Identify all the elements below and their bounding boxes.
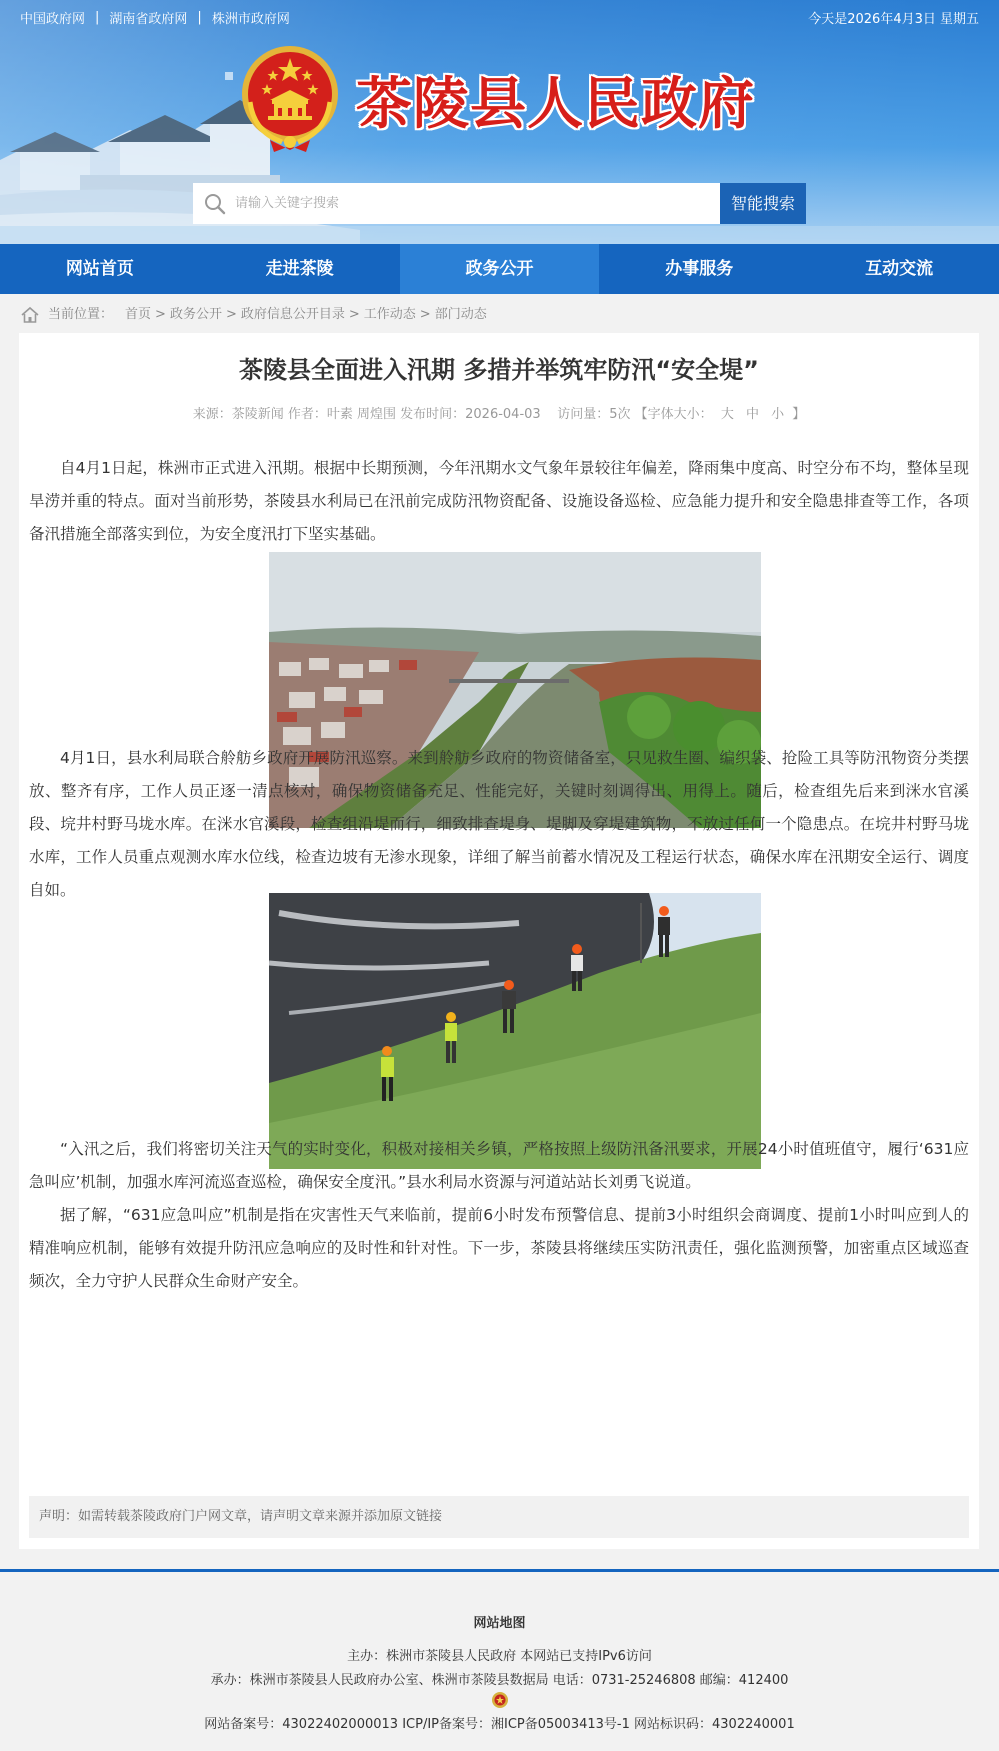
police-badge-icon[interactable] bbox=[491, 1691, 509, 1709]
article-paragraph: 4月1日，县水利局联合舲舫乡政府开展防汛巡察。来到舲舫乡政府的物资储备室，只见救生圈、编织袋、抢险工具等防汛物资分类摆放、整齐有序，工作人员正逐一清点核对，确保物资储备充足、性能完好，关键时刻调得出、用得上。随后，检查组先后来到洣水官溪段、垸井村野马垅水库。在洣水官溪段，检查组沿堤而行，细致排查堤身、堤脚及穿堤建筑物，不放过任何一个隐患点。在垸井村野马垅水库，工作人员重点观测水库水位线，检查边坡有无渗水现象，详细了解当前蓄水情况及工程运行状态，确保水库在汛期安全运行、调度自如。 bbox=[29, 749, 969, 899]
font-size-label-end: 】 bbox=[792, 407, 806, 422]
breadcrumb-separator: > bbox=[419, 307, 431, 322]
link-hunan-gov[interactable]: 湖南省政府网 bbox=[109, 12, 188, 27]
breadcrumb-separator: > bbox=[155, 307, 166, 322]
breadcrumb-separator: > bbox=[348, 307, 360, 322]
site-title: 茶陵县人民政府 bbox=[356, 71, 755, 137]
breadcrumb-item-department-updates[interactable]: 部门动态 bbox=[434, 307, 487, 322]
link-zhuzhou-gov[interactable]: 株洲市政府网 bbox=[211, 12, 290, 27]
top-link-separator: | bbox=[95, 10, 100, 25]
meta-date: 发布时间：2026-04-03 bbox=[400, 407, 541, 422]
home-icon bbox=[20, 306, 40, 324]
article-meta bbox=[19, 403, 979, 422]
font-size-small-button[interactable]: 小 bbox=[771, 407, 785, 422]
site-header bbox=[0, 0, 999, 244]
footer-host: 主办：株洲市茶陵县人民政府 本网站已支持IPv6访问 bbox=[347, 1649, 652, 1664]
search-icon bbox=[203, 192, 227, 216]
top-link-separator: | bbox=[197, 10, 202, 25]
article-paragraph: 自4月1日起，株洲市正式进入汛期。根据中长期预测，今年汛期水文气象年景较往年偏差，降雨集中度高、时空分布不均，整体呈现旱涝并重的特点。面对当前形势，茶陵县水利局已在汛前完成防汛物资配备、设施设备巡检、应急能力提升和安全隐患排查等工作，各项备汛措施全部落实到位，为安全度汛打下坚实基础。 bbox=[29, 459, 969, 543]
main-nav bbox=[0, 244, 999, 294]
search-box bbox=[193, 183, 720, 224]
current-date: 今天是2026年4月3日 星期五 bbox=[808, 12, 979, 27]
article-paragraph: “入汛之后，我们将密切关注天气的实时变化，积极对接相关乡镇，严格按照上级防汛备汛要求，开展24小时值班值守，履行‘631应急叫应’机制，加强水库河流巡查巡检，确保安全度汛。”县水利局水资源与河道站站长刘勇飞说道。 bbox=[29, 1140, 969, 1191]
search-button[interactable]: 智能搜索 bbox=[720, 183, 806, 224]
breadcrumb bbox=[20, 300, 487, 330]
site-footer bbox=[0, 1569, 999, 1751]
breadcrumb-item-work-updates[interactable]: 工作动态 bbox=[363, 307, 416, 322]
footer-records: 网站备案号：43022402000013 ICP/IP备案号：湘ICP备05003413号-1 网站标识码：4302240001 bbox=[204, 1717, 795, 1732]
font-size-label: 【字体大小： bbox=[634, 407, 713, 422]
link-china-gov[interactable]: 中国政府网 bbox=[20, 12, 86, 27]
nav-item-government-affairs[interactable]: 政务公开 bbox=[400, 244, 600, 294]
footer-sitemap-link[interactable]: 网站地图 bbox=[473, 1616, 526, 1631]
article-title: 茶陵县全面进入汛期 多措并举筑牢防汛“安全堤” bbox=[239, 356, 759, 384]
breadcrumb-item-info-catalog[interactable]: 政府信息公开目录 bbox=[240, 307, 345, 322]
search-input[interactable] bbox=[235, 183, 705, 224]
top-links bbox=[20, 8, 290, 27]
breadcrumb-separator: > bbox=[225, 307, 237, 322]
meta-views: 访问量：5次 bbox=[557, 407, 631, 422]
article-card bbox=[19, 333, 979, 1549]
nav-item-home[interactable]: 网站首页 bbox=[65, 259, 134, 279]
breadcrumb-item-home[interactable]: 首页 bbox=[125, 307, 152, 322]
meta-author: 作者：叶素 周煌围 bbox=[287, 407, 396, 422]
article-paragraph: 据了解，“631应急叫应”机制是指在灾害性天气来临前，提前6小时发布预警信息、提前3小时组织会商调度、提前1小时叫应到人的精准响应机制，能够有效提升防汛应急响应的及时性和针对性。下一步，茶陵县将继续压实防汛责任，强化监测预警，加密重点区域巡查频次，全力守护人民群众生命财产安全。 bbox=[29, 1206, 969, 1290]
meta-source: 来源：茶陵新闻 bbox=[192, 407, 284, 422]
footer-organizer: 承办：株洲市茶陵县人民政府办公室、株洲市茶陵县数据局 电话：0731-25246808 邮编：412400 bbox=[210, 1673, 789, 1688]
nav-item-services[interactable]: 办事服务 bbox=[665, 259, 734, 279]
breadcrumb-label: 当前位置： bbox=[48, 307, 114, 322]
breadcrumb-item-government-affairs[interactable]: 政务公开 bbox=[169, 307, 222, 322]
font-size-large-button[interactable]: 大 bbox=[720, 407, 734, 422]
top-bar bbox=[0, 0, 999, 32]
nav-item-interaction[interactable]: 互动交流 bbox=[865, 259, 934, 279]
reprint-notice: 声明：如需转载茶陵政府门户网文章，请声明文章来源并添加原文链接 bbox=[29, 1496, 969, 1538]
article-photo-inspection bbox=[269, 893, 761, 1169]
font-size-medium-button[interactable]: 中 bbox=[745, 407, 759, 422]
nav-item-about-chaling[interactable]: 走进茶陵 bbox=[265, 259, 334, 279]
national-emblem-icon bbox=[240, 42, 340, 154]
